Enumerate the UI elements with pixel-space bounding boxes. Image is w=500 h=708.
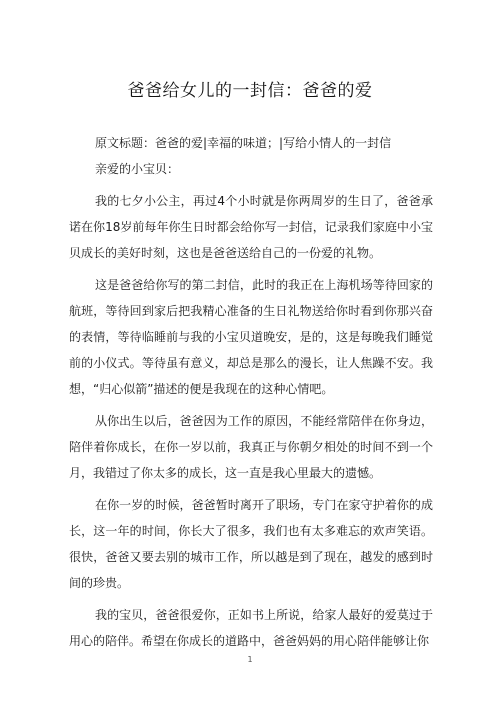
paragraph: 我的七夕小公主，再过4个小时就是你两周岁的生日了，爸爸承诺在你18岁前每年你生日时都会给你写一封信，记录我们家庭中小宝贝成长的美好时刻，这也是爸爸送给自己的一份爱的礼物。	[69, 194, 433, 260]
paragraph: 在你一岁的时候，爸爸暂时离开了职场，专门在家守护着你的成长，这一年的时间，你长大了很多，我们也有太多难忘的欢声笑语。很快，爸爸又要去别的城市工作，所以越是到了现在，越发的感到时间的珍贵。	[69, 498, 433, 590]
document-title: 爸爸给女儿的一封信：爸爸的爱	[127, 81, 373, 101]
original-title-line: 原文标题：爸爸的爱|幸福的味道；|写给小情人的一封信	[95, 136, 392, 150]
page-number: 1	[247, 655, 253, 664]
paragraph: 我的宝贝，爸爸很爱你，正如书上所说，给家人最好的爱莫过于用心的陪伴。希望在你成长的道路中，爸爸妈妈的用心陪伴能够让你	[69, 608, 433, 648]
document-body	[69, 130, 433, 660]
salutation: 亲爱的小宝贝：	[95, 162, 180, 176]
paragraph: 这是爸爸给你写的第二封信，此时的我正在上海机场等待回家的航班，等待回到家后把我精心准备的生日礼物送给你时看到你那兴奋的表情，等待临睡前与我的小宝贝道晚安，是的，这是每晚我们睡觉前的小仪式。等待虽有意义，却总是那么的漫长，让人焦躁不安。我想，“归心似箭”描述的便是我现在的这种心情吧。	[69, 278, 433, 396]
paragraph: 从你出生以后，爸爸因为工作的原因，不能经常陪伴在你身边，陪伴着你成长，在你一岁以前，我真正与你朝夕相处的时间不到一个月，我错过了你太多的成长，这一直是我心里最大的遗憾。	[69, 414, 433, 480]
